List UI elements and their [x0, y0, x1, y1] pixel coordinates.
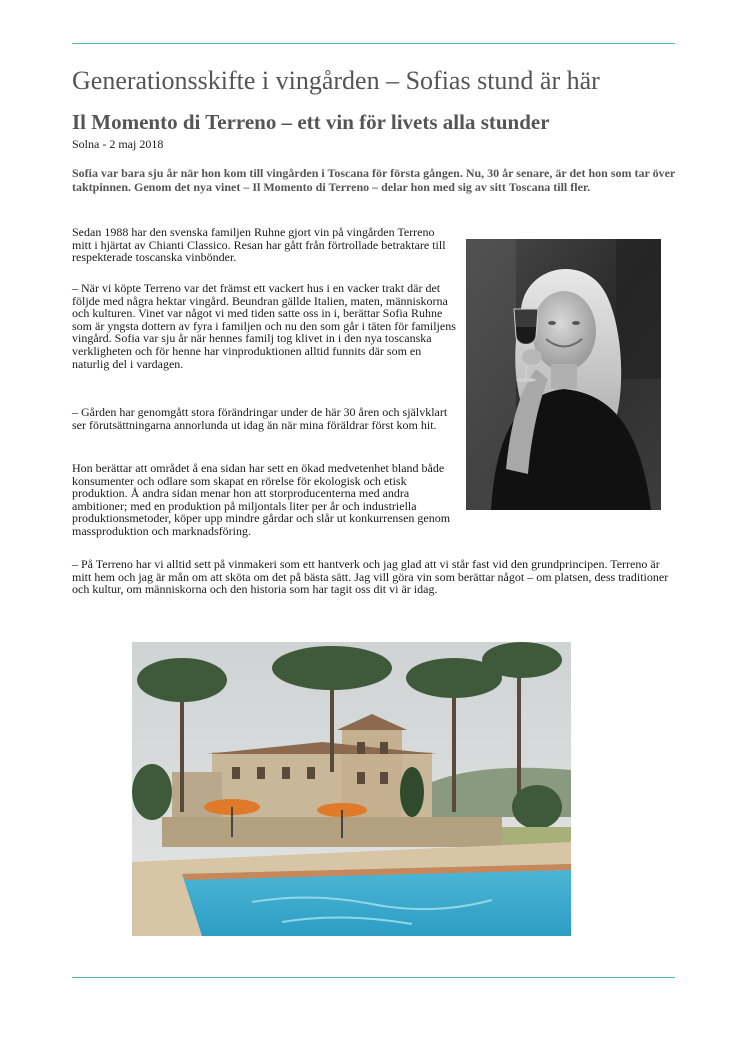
body-paragraph-2: – När vi köpte Terreno var det främst ett vackert hus i en vacker trakt där det följde med några hektar vingård. Beundran gällde Italien, maten, människorna och kulturen. Vinet var något vi med tiden satte oss in i, berättar Sofia Ruhne som är yngsta dottern av fyra i familjen och nu den som går i täten för familjens vingård. Sofia var sju år när hennes familj tog klivet in i den nya toscanska verkligheten och för henne har vinproduktionen alltid funnits där som en naturlig del i vardagen.: [72, 281, 456, 371]
body-paragraph-5: – På Terreno har vi alltid sett på vinmakeri som ett hantverk och jag glad att vi står fast vid den grundprincipen. Terreno är mitt hem och jag är mån om att sköta om det på bästa sätt. Jag vill göra vin som berättar något – om platsen, dess traditioner och kultur, om människorna och den historia som har tagit oss dit vi är idag.: [72, 557, 669, 597]
bottom-divider: [72, 977, 675, 978]
dateline: Solna - 2 maj 2018: [72, 137, 164, 151]
page-title: Generationsskifte i vingården – Sofias stund är här: [72, 66, 600, 95]
villa-pool-photo: [132, 642, 571, 936]
lead-paragraph: Sofia var bara sju år när hon kom till vingården i Toscana för första gången. Nu, 30 år senare, är det hon som tar över taktpinnen. Genom det nya vinet – Il Momento di Terreno – delar hon med sig av sitt Toscana till fler.: [72, 166, 676, 194]
body-paragraph-1: Sedan 1988 har den svenska familjen Ruhne gjort vin på vingården Terreno mitt i hjärtat av Chianti Classico. Resan har gått från förtrollade betraktare till respekterade toscanska vinbönder.: [72, 225, 446, 265]
body-paragraph-3: – Gården har genomgått stora förändringar under de här 30 åren och självklart ser förutsättningarna annorlunda ut idag än när mina föräldrar först kom hit.: [72, 405, 448, 432]
portrait-photo: [466, 239, 661, 510]
top-divider: [72, 43, 675, 44]
page-subtitle: Il Momento di Terreno – ett vin för livets alla stunder: [72, 110, 550, 134]
body-paragraph-4: Hon berättar att området å ena sidan har sett en ökad medvetenhet bland både konsumenter och odlare som skapat en rörelse för ekologisk och etisk produktion. Å andra sidan menar hon att storproducenterna med andra ambitioner; med en produktion på miljontals liter per år och industriella produktionsmetoder, köper upp mindre gårdar och slår ut konkurrensen genom massproduktion och marknadsföring.: [72, 461, 451, 538]
